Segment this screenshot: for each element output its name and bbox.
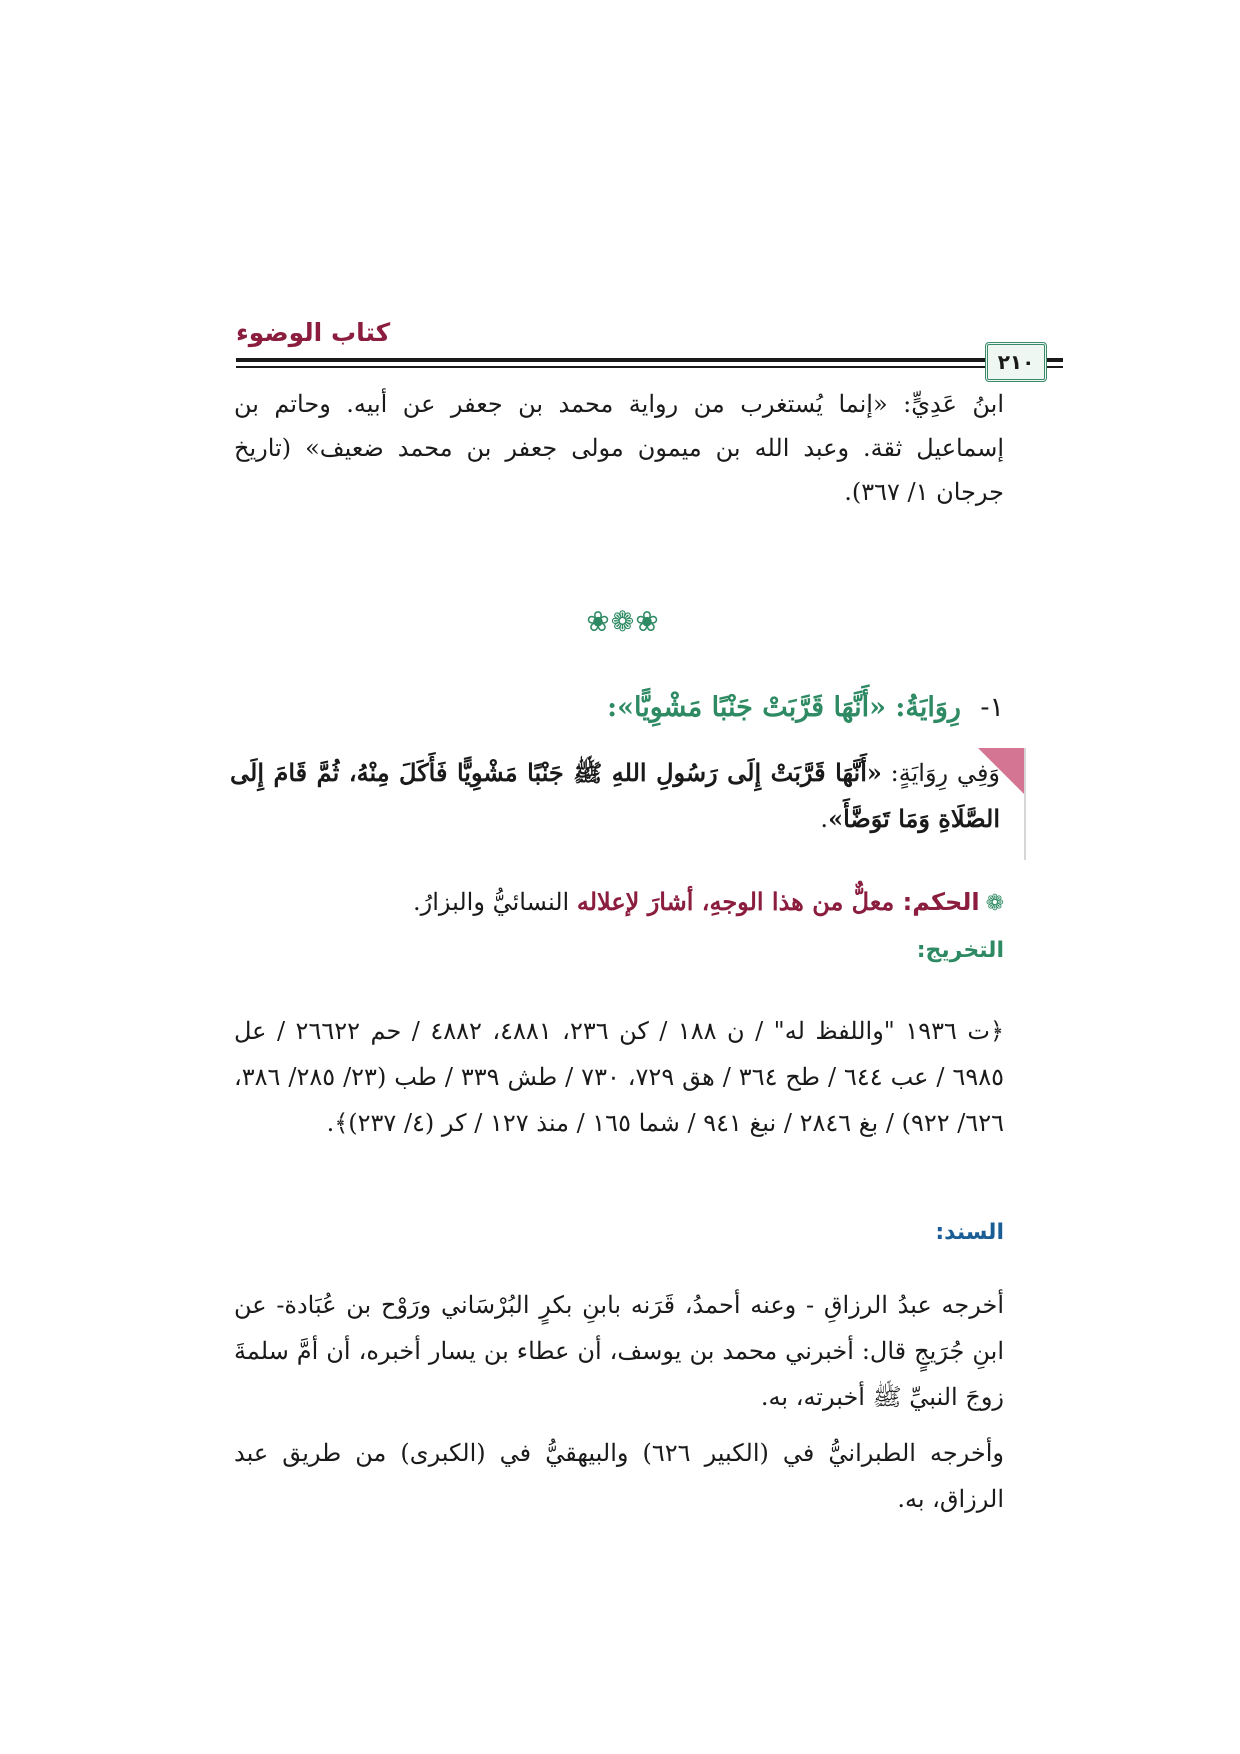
section-title: رِوَايَةُ: «أَنَّهَا قَرَّبَتْ جَنْبًا مَشْوِيًّا»: (607, 692, 961, 723)
page-number-frame (985, 342, 1047, 382)
sanad-paragraph-2: وأخرجه الطبرانيُّ في (الكبير ٦٢٦) والبيهقيُّ في (الكبرى) من طريق عبد الرزاق، به. (234, 1439, 1005, 1513)
running-header-title: كتاب الوضوء (236, 318, 391, 347)
narration-intro: وَفِي رِوَايَةٍ: (881, 759, 1001, 787)
sanad-heading: السند: (935, 1220, 1004, 1245)
ruling-label: الحكم: (902, 888, 980, 916)
narration-end: . (820, 805, 829, 833)
ruling-rest: النسائيُّ والبزارُ. (413, 888, 577, 916)
takhrij-heading: التخريج: (916, 938, 1004, 963)
header-rule-right-thin (1045, 366, 1063, 368)
ruling-line (413, 880, 1004, 926)
margin-line (1024, 748, 1026, 860)
header-rule-thin (236, 366, 1025, 368)
flower-icon: ❁ (985, 891, 1004, 916)
section-divider-ornament-icon: ❀❁❀ (586, 604, 660, 638)
section-number: ١- (980, 692, 1004, 723)
page-number: ٢١٠ (997, 350, 1035, 374)
header-rule-right-thick (1045, 358, 1063, 362)
narration-quote: «أَنَّهَا قَرَّبَتْ إِلَى رَسُولِ اللهِ ﷺ جَنْبًا مَشْوِيًّا فَأَكَلَ مِنْهُ، ثُمَّ قَامَ إِلَى الصَّلَاةِ وَمَا تَوَضَّأَ» (230, 758, 1000, 833)
header-rule-thick (236, 358, 1025, 362)
section-heading (607, 692, 1004, 723)
intro-paragraph: ابنُ عَدِيٍّ: «إنما يُستغرب من رواية محمد بن جعفر عن أبيه. وحاتم بن إسماعيل ثقة. وعبد الله بن ميمون مولى جعفر بن محمد ضعيف» (تاريخ جرجان ١/ ٣٦٧). (234, 390, 1004, 506)
sanad-paragraph: أخرجه عبدُ الرزاقِ - وعنه أحمدُ، قَرَنه بابنِ بكرٍ البُرْسَاني ورَوْح بن عُبَادة- عن ابنِ جُرَيجٍ قال: أخبرني محمد بن يوسف، أن عطاء بن يسار أخبره، أن أمَّ سلمةَ زوجَ النبيِّ ﷺ أخبرته، به. (234, 1291, 1004, 1411)
takhrij-text: ﴿ت ١٩٣٦ "واللفظ له" / ن ١٨٨ / كن ٢٣٦، ٤٨٨١، ٤٨٨٢ / حم ٢٦٦٢٢ / عل ٦٩٨٥ / عب ٦٤٤ / طح ٣٦٤ / هق ٧٢٩، ٧٣٠ / طش ٣٣٩ / طب (٢٣/ ٢٨٥/ ٣٨٦، ٦٢٦/ ٩٢٢) / بغ ٢٨٤٦ / نبغ ٩٤١ / شما ١٦٥ / منذ ١٢٧ / كر (٤/ ٢٣٧)﴾. (234, 1017, 1005, 1137)
ruling-emphasis: معلٌّ من هذا الوجهِ، أشارَ لإعلاله (576, 887, 903, 916)
narration-text (230, 750, 1000, 842)
